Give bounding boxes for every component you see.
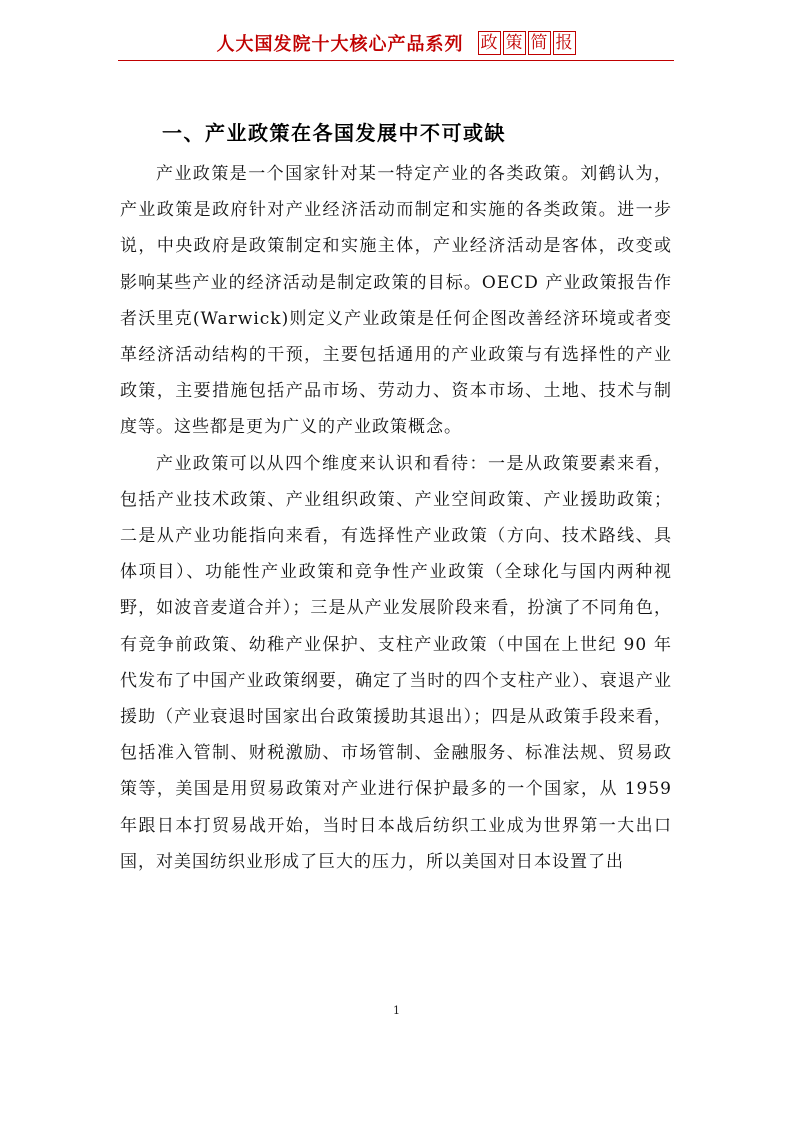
paragraph: 产业政策可以从四个维度来认识和看待：一是从政策要素来看，包括产业技术政策、产业组织政策、产业空间政策、产业援助政策；二是从产业功能指向来看，有选择性产业政策（方向、技术路线、具体项目）、功能性产业政策和竞争性产业政策（全球化与国内两种视野，如波音麦道合并）；三是从产业发展阶段来看，扮演了不同角色，有竞争前政策、幼稚产业保护、支柱产业政策（中国在上世纪 90 年代发布了中国产业政策纲要，确定了当时的四个支柱产业）、衰退产业援助（产业衰退时国家出台政策援助其退出）；四是从政策手段来看，包括准入管制、财税激励、市场管制、金融服务、标准法规、贸易政策等，美国是用贸易政策对产业进行保护最多的一个国家，从 1959 年跟日本打贸易战开始，当时日本战后纺织工业成为世界第一大出口国，对美国纺织业形成了巨大的压力，所以美国对日本设置了出 <box>120 453 672 872</box>
section-heading: 一、产业政策在各国发展中不可或缺 <box>162 121 506 145</box>
page-header <box>118 30 674 58</box>
paragraph: 产业政策是一个国家针对某一特定产业的各类政策。刘鹤认为，产业政策是政府针对产业经济活动而制定和实施的各类政策。进一步说，中央政府是政策制定和实施主体，产业经济活动是客体，改变或影响某些产业的经济活动是制定政策的目标。OECD 产业政策报告作者沃里克(Warwick)则定义产业政策是任何企图改善经济环境或者变革经济活动结构的干预，主要包括通用的产业政策与有选择性的产业政策，主要措施包括产品市场、劳动力、资本市场、土地、技术与制度等。这些都是更为广义的产业政策概念。 <box>120 164 672 438</box>
badge-char: 简 <box>528 31 551 55</box>
document-body <box>120 156 672 880</box>
badge-char: 报 <box>553 31 576 55</box>
page-number: 1 <box>393 1004 400 1017</box>
badge-char: 政 <box>478 31 501 55</box>
badge-char: 策 <box>503 31 526 55</box>
header-series-title: 人大国发院十大核心产品系列 <box>216 34 464 55</box>
header-divider <box>118 60 674 61</box>
policy-brief-badge <box>478 31 576 55</box>
